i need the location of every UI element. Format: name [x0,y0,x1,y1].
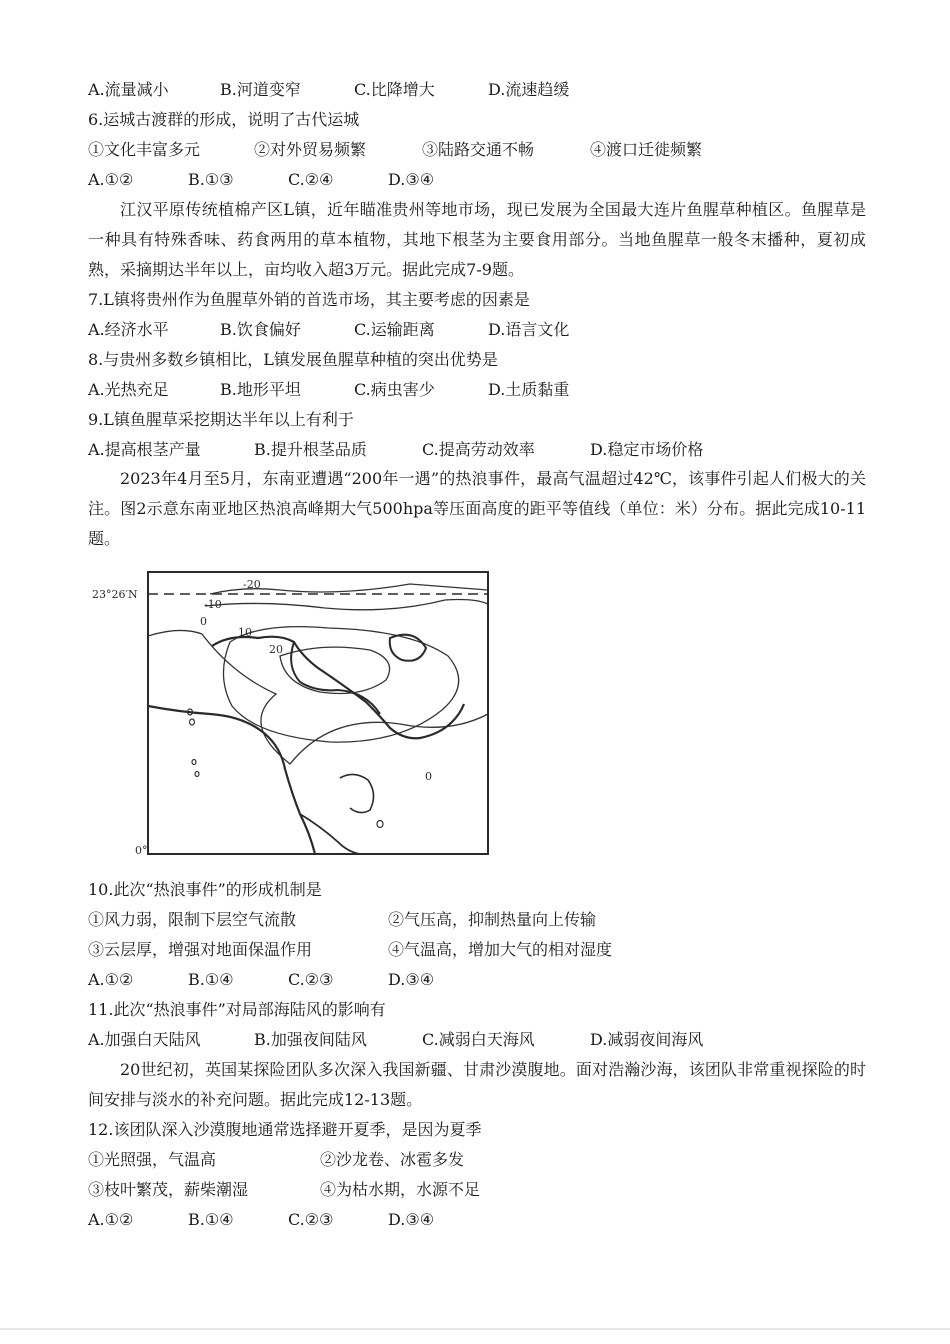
islet-3 [192,760,196,765]
q9-option-a: A.提高根茎产量 [88,440,201,459]
lat-label-bottom: 0° [135,844,148,857]
q5-option-a: A.流量减小 [88,80,169,99]
q7-option-c: C.运输距离 [354,320,435,339]
q10-item-3: ③云层厚，增强对地面保温作用 [88,940,313,959]
contour-label-neg20: -20 [243,578,261,591]
q7-option-d: D.语言文化 [488,320,570,339]
q5-option-d: D.流速趋缓 [488,80,570,99]
q11-option-b: B.加强夜间陆风 [254,1030,367,1049]
q10-item-1: ①风力弱，限制下层空气流散 [88,910,297,929]
q11-option-c: C.减弱白天海风 [422,1030,535,1049]
q11-option-d: D.减弱夜间海风 [590,1030,704,1049]
q8-option-c: C.病虫害少 [354,380,435,399]
islet-4 [195,772,199,777]
page-bottom-edge [0,1328,950,1330]
island-small [340,774,374,812]
passage-12-13: 20世纪初，英国某探险团队多次深入我国新疆、甘肃沙漠腹地。面对浩瀚沙海，该团队非常重视探险的时间安排与淡水的补充问题。据此完成12-13题。 [88,1060,866,1109]
q12-item-4: ④为枯水期，水源不足 [320,1180,481,1199]
lat-label-top: 23°26′N [92,588,138,601]
contour-label-0-south: 0 [425,770,432,783]
q12-item-3: ③枝叶繁茂，薪柴潮湿 [88,1180,249,1199]
q12-option-a: A.①② [88,1210,134,1229]
q9-option-c: C.提高劳动效率 [422,440,535,459]
q8-stem: 8.与贵州多数乡镇相比，L镇发展鱼腥草种植的突出优势是 [88,350,498,369]
q6-stem: 6.运城古渡群的形成，说明了古代运城 [88,110,360,129]
contour-label-neg10: -10 [204,598,222,611]
q10-option-b: B.①④ [188,970,234,989]
q10-stem: 10.此次“热浪事件”的形成机制是 [88,880,322,899]
q9-option-d: D.稳定市场价格 [590,440,704,459]
q10-option-c: C.②③ [288,970,334,989]
q6-item-1: ①文化丰富多元 [88,140,201,159]
passage-10-11: 2023年4月至5月，东南亚遭遇“200年一遇”的热浪事件，最高气温超过42℃，该事件引起人们极大的关注。图2示意东南亚地区热浪高峰期大气500hpa等压面高度的距平等值线（单位：米）分布。据此完成10-11题。 [88,469,866,548]
coastline-west [148,706,315,854]
q9-option-b: B.提升根茎品质 [254,440,367,459]
contour-label-20: 20 [269,643,283,656]
contour-label-0: 0 [200,615,207,628]
q12-option-b: B.①④ [188,1210,234,1229]
q10-option-a: A.①② [88,970,134,989]
q10-item-2: ②气压高，抑制热量向上传输 [388,910,597,929]
q6-option-d: D.③④ [388,170,435,189]
q5-option-b: B.河道变窄 [220,80,301,99]
islet-2 [190,719,195,725]
contour-zero [148,630,488,764]
q12-option-d: D.③④ [388,1210,435,1229]
q8-option-a: A.光热充足 [88,380,169,399]
q7-stem: 7.L镇将贵州作为鱼腥草外销的首选市场，其主要考虑的因素是 [88,290,530,309]
q10-option-d: D.③④ [388,970,435,989]
contour-20 [280,647,390,693]
q8-option-d: D.土质黏重 [488,380,570,399]
q9-stem: 9.L镇鱼腥草采挖期达半年以上有利于 [88,410,354,429]
q5-option-c: C.比降增大 [354,80,435,99]
q6-option-b: B.①③ [188,170,234,189]
islet-5 [377,821,383,828]
q7-option-b: B.饮食偏好 [220,320,301,339]
q6-item-3: ③陆路交通不畅 [422,140,535,159]
q8-option-b: B.地形平坦 [220,380,301,399]
q12-option-c: C.②③ [288,1210,334,1229]
q10-item-4: ④气温高，增加大气的相对湿度 [388,940,613,959]
q12-stem: 12.该团队深入沙漠腹地通常选择避开夏季，是因为夏季 [88,1120,482,1139]
q6-option-a: A.①② [88,170,134,189]
q11-stem: 11.此次“热浪事件”对局部海陆风的影响有 [88,1000,386,1019]
contour-label-10: 10 [238,626,252,639]
q12-item-1: ①光照强，气温高 [88,1150,217,1169]
q6-option-c: C.②④ [288,170,334,189]
q11-option-a: A.加强白天陆风 [88,1030,201,1049]
q6-item-4: ④渡口迁徙频繁 [590,140,703,159]
q12-item-2: ②沙龙卷、冰雹多发 [320,1150,465,1169]
contour-neg10 [205,600,488,610]
q7-option-a: A.经济水平 [88,320,169,339]
contour-map [80,564,500,864]
passage-7-9: 江汉平原传统植棉产区L镇，近年瞄准贵州等地市场，现已发展为全国最大连片鱼腥草种植区。鱼腥草是一种具有特殊香味、药食两用的草本植物，其地下根茎为主要食用部分。当地鱼腥草一般冬末播种，夏初成熟，采摘期达半年以上，亩均收入超3万元。据此完成7-9题。 [88,200,866,279]
q6-item-2: ②对外贸易频繁 [254,140,367,159]
